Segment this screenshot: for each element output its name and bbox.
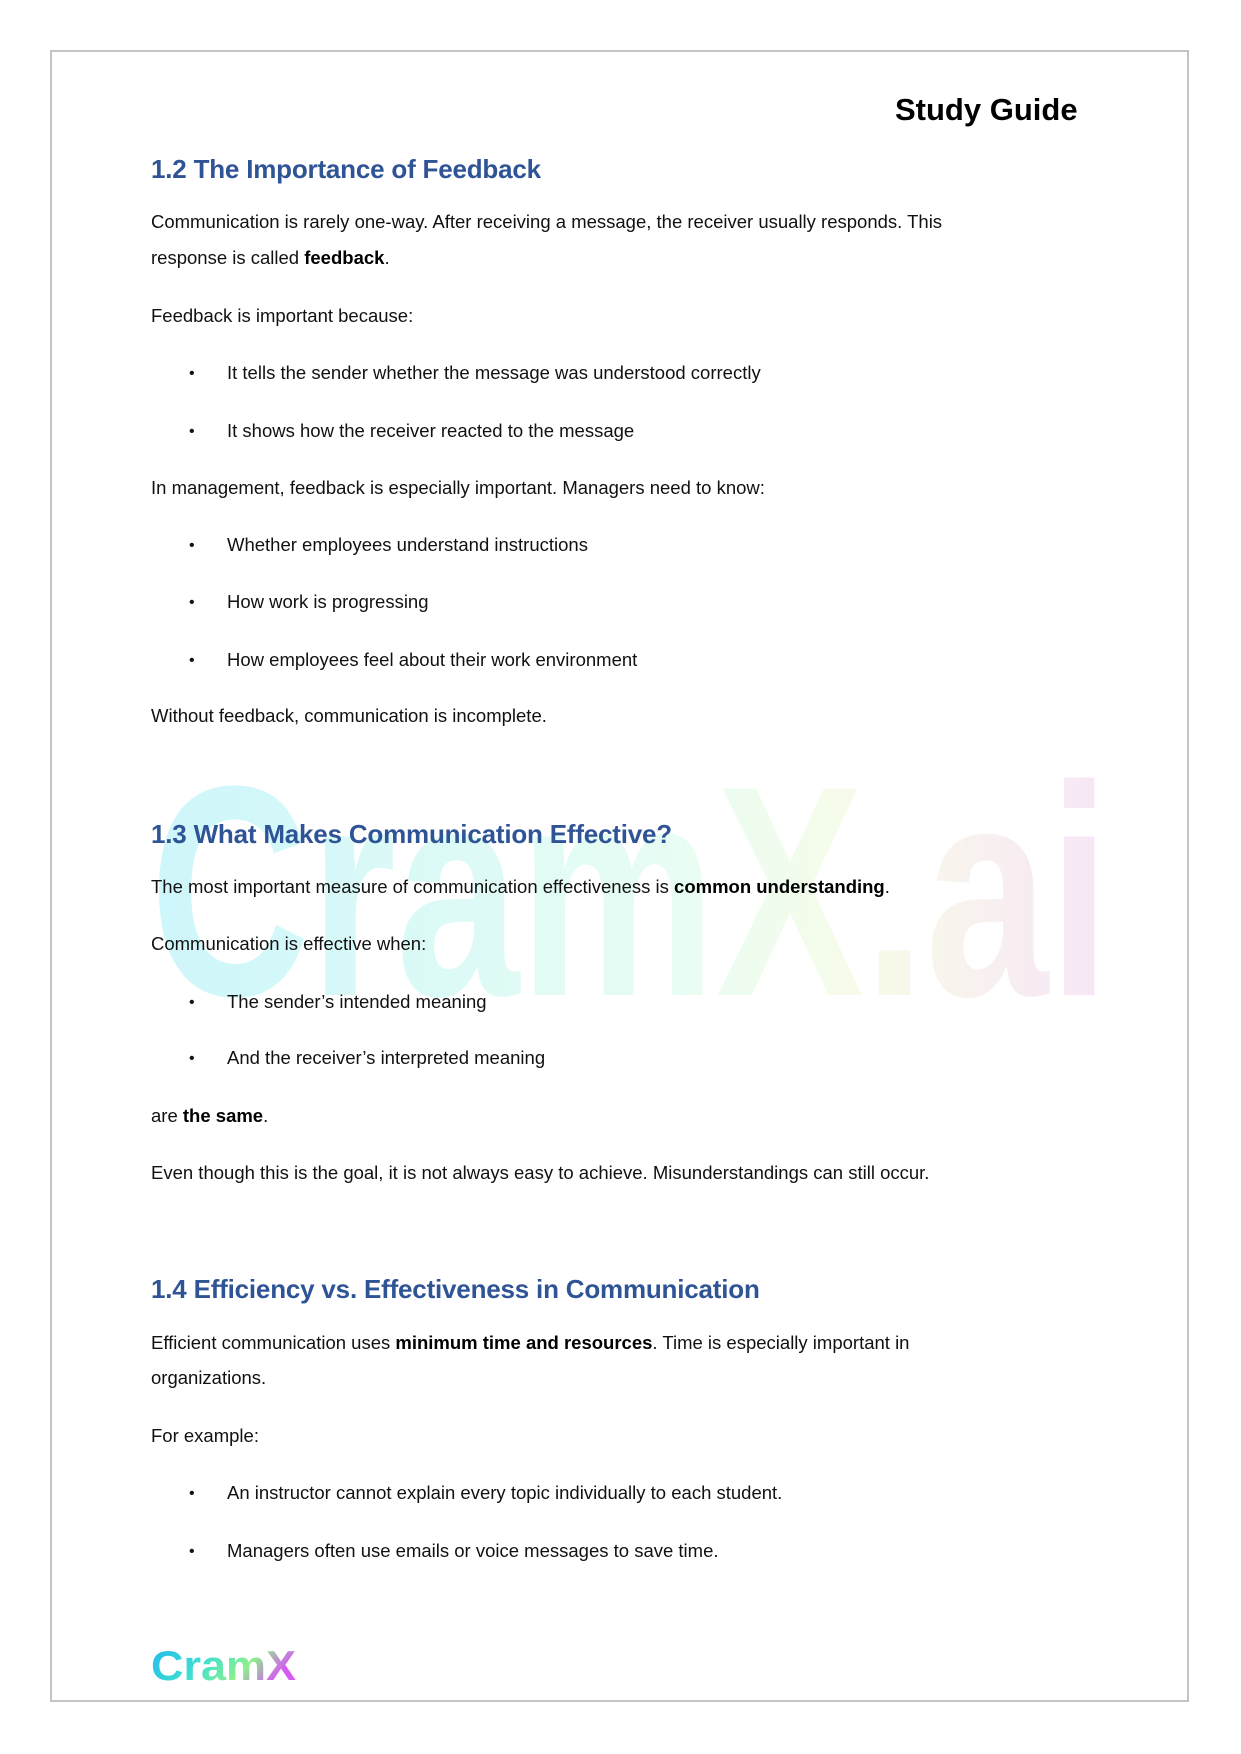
list-item: Managers often use emails or voice messages to save time. bbox=[227, 1540, 719, 1561]
paragraph-text: The most important measure of communication effectiveness is bbox=[151, 876, 675, 897]
list-item: It shows how the receiver reacted to the message bbox=[227, 420, 635, 441]
list-item: And the receiver’s interpreted meaning bbox=[227, 1047, 546, 1068]
list-item: How work is progressing bbox=[227, 591, 429, 612]
bullet-icon: • bbox=[189, 994, 195, 1011]
bold-term: minimum time and resources bbox=[395, 1332, 653, 1353]
bold-term: common understanding bbox=[674, 876, 885, 897]
list-item: How employees feel about their work environment bbox=[227, 649, 638, 670]
bold-term: the same bbox=[182, 1105, 264, 1126]
paragraph: organizations. bbox=[151, 1367, 267, 1388]
paragraph: Without feedback, communication is incomplete. bbox=[151, 705, 547, 726]
bullet-icon: • bbox=[189, 1485, 195, 1502]
paragraph: In management, feedback is especially important. Managers need to know: bbox=[151, 477, 765, 498]
paragraph-text: . bbox=[263, 1105, 269, 1126]
section-heading-1-3: 1.3 What Makes Communication Effective? bbox=[151, 819, 672, 849]
svg-text:CramX.ai: CramX.ai bbox=[150, 760, 1110, 1010]
paragraph: Even though this is the goal, it is not always easy to achieve. Misunderstandings can still occur. bbox=[151, 1162, 930, 1183]
paragraph-text: . Time is especially important in bbox=[652, 1332, 910, 1353]
section-heading-1-2: 1.2 The Importance of Feedback bbox=[151, 154, 541, 184]
list-item: It tells the sender whether the message was understood correctly bbox=[227, 362, 761, 383]
list-item: Whether employees understand instructions bbox=[227, 534, 588, 555]
document-title: Study Guide bbox=[895, 92, 1078, 127]
paragraph bbox=[151, 1107, 268, 1126]
paragraph-text: . bbox=[884, 876, 890, 897]
paragraph-text: are bbox=[151, 1105, 183, 1126]
list-item: The sender’s intended meaning bbox=[227, 991, 487, 1012]
bullet-icon: • bbox=[189, 423, 195, 440]
paragraph bbox=[151, 1334, 909, 1353]
paragraph-text: . bbox=[384, 247, 390, 268]
bullet-icon: • bbox=[189, 652, 195, 669]
list-item: An instructor cannot explain every topic individually to each student. bbox=[227, 1482, 783, 1503]
paragraph bbox=[151, 213, 942, 232]
paragraph bbox=[151, 249, 390, 268]
paragraph-text: response is called bbox=[151, 247, 305, 268]
paragraph-text: Efficient communication uses bbox=[151, 1332, 396, 1353]
bullet-icon: • bbox=[189, 365, 195, 382]
bullet-icon: • bbox=[189, 537, 195, 554]
paragraph: Feedback is important because: bbox=[151, 305, 414, 326]
section-heading-1-4: 1.4 Efficiency vs. Effectiveness in Communication bbox=[151, 1274, 760, 1304]
paragraph: Communication is effective when: bbox=[151, 933, 427, 954]
bullet-icon: • bbox=[189, 594, 195, 611]
bullet-icon: • bbox=[189, 1050, 195, 1067]
paragraph: For example: bbox=[151, 1425, 259, 1446]
bullet-icon: • bbox=[189, 1543, 195, 1560]
paragraph bbox=[151, 878, 890, 897]
paragraph-text: Communication is rarely one-way. After receiving a message, the receiver usually responds. This bbox=[151, 211, 943, 232]
cramx-logo bbox=[151, 1640, 301, 1688]
bold-term: feedback bbox=[304, 247, 385, 268]
svg-text:CramX: CramX bbox=[151, 1642, 296, 1688]
